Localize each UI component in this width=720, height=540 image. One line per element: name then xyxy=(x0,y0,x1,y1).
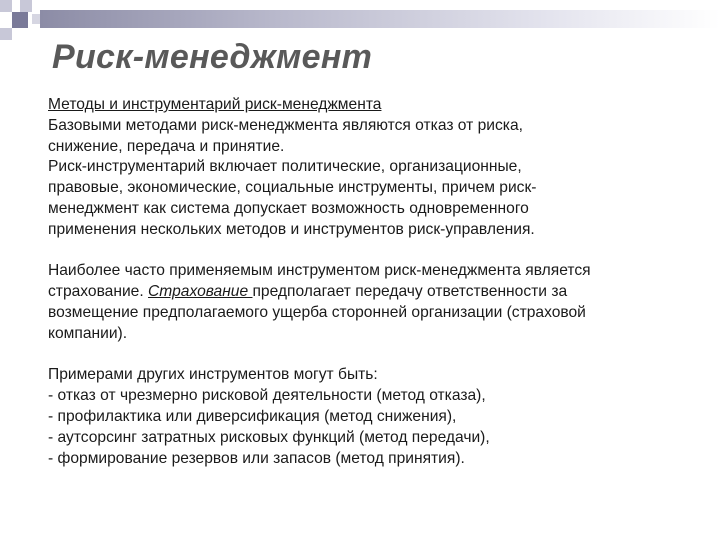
section-subheading: Методы и инструментарий риск-менеджмента xyxy=(48,96,382,113)
paragraph-2-line xyxy=(48,282,698,303)
slide-title: Риск-менеджмент xyxy=(52,38,373,76)
paragraph-spacer xyxy=(48,241,698,262)
title-gradient-bar xyxy=(40,10,720,28)
paragraph-2-text: предполагает передачу ответственности за xyxy=(252,283,568,301)
decorative-squares xyxy=(0,0,60,60)
paragraph-2-text: страхование. xyxy=(48,283,149,301)
paragraph-1-line: Риск-инструментарий включает политические, организационные, xyxy=(48,158,522,176)
paragraph-1-line: правовые, экономические, социальные инструменты, причем риск- xyxy=(48,179,537,197)
list-item: - формирование резервов или запасов (метод принятия). xyxy=(48,449,465,467)
paragraph-1-line: Базовыми методами риск-менеджмента являются отказ от риска, xyxy=(48,116,523,134)
paragraph-1-line: снижение, передача и принятие. xyxy=(48,137,285,155)
paragraph-1-line: менеджмент как система допускает возможность одновременного xyxy=(48,199,529,217)
list-item: - отказ от чрезмерно рисковой деятельности (метод отказа), xyxy=(48,387,486,405)
paragraph-1-line: применения нескольких методов и инструментов риск-управления. xyxy=(48,220,535,238)
paragraph-3-line: Примерами других инструментов могут быть: xyxy=(48,366,378,384)
list-item: - профилактика или диверсификация (метод снижения), xyxy=(48,407,457,425)
insurance-emphasis: Страхование xyxy=(148,283,253,301)
slide-body xyxy=(48,95,698,469)
paragraph-spacer xyxy=(48,345,698,366)
paragraph-2-line: компании). xyxy=(48,324,128,342)
list-item: - аутсорсинг затратных рисковых функций (метод передачи), xyxy=(48,428,490,446)
paragraph-2-line: возмещение предполагаемого ущерба сторонней организации (страховой xyxy=(48,303,586,321)
paragraph-2-line: Наиболее часто применяемым инструментом риск-менеджмента является xyxy=(48,262,591,280)
